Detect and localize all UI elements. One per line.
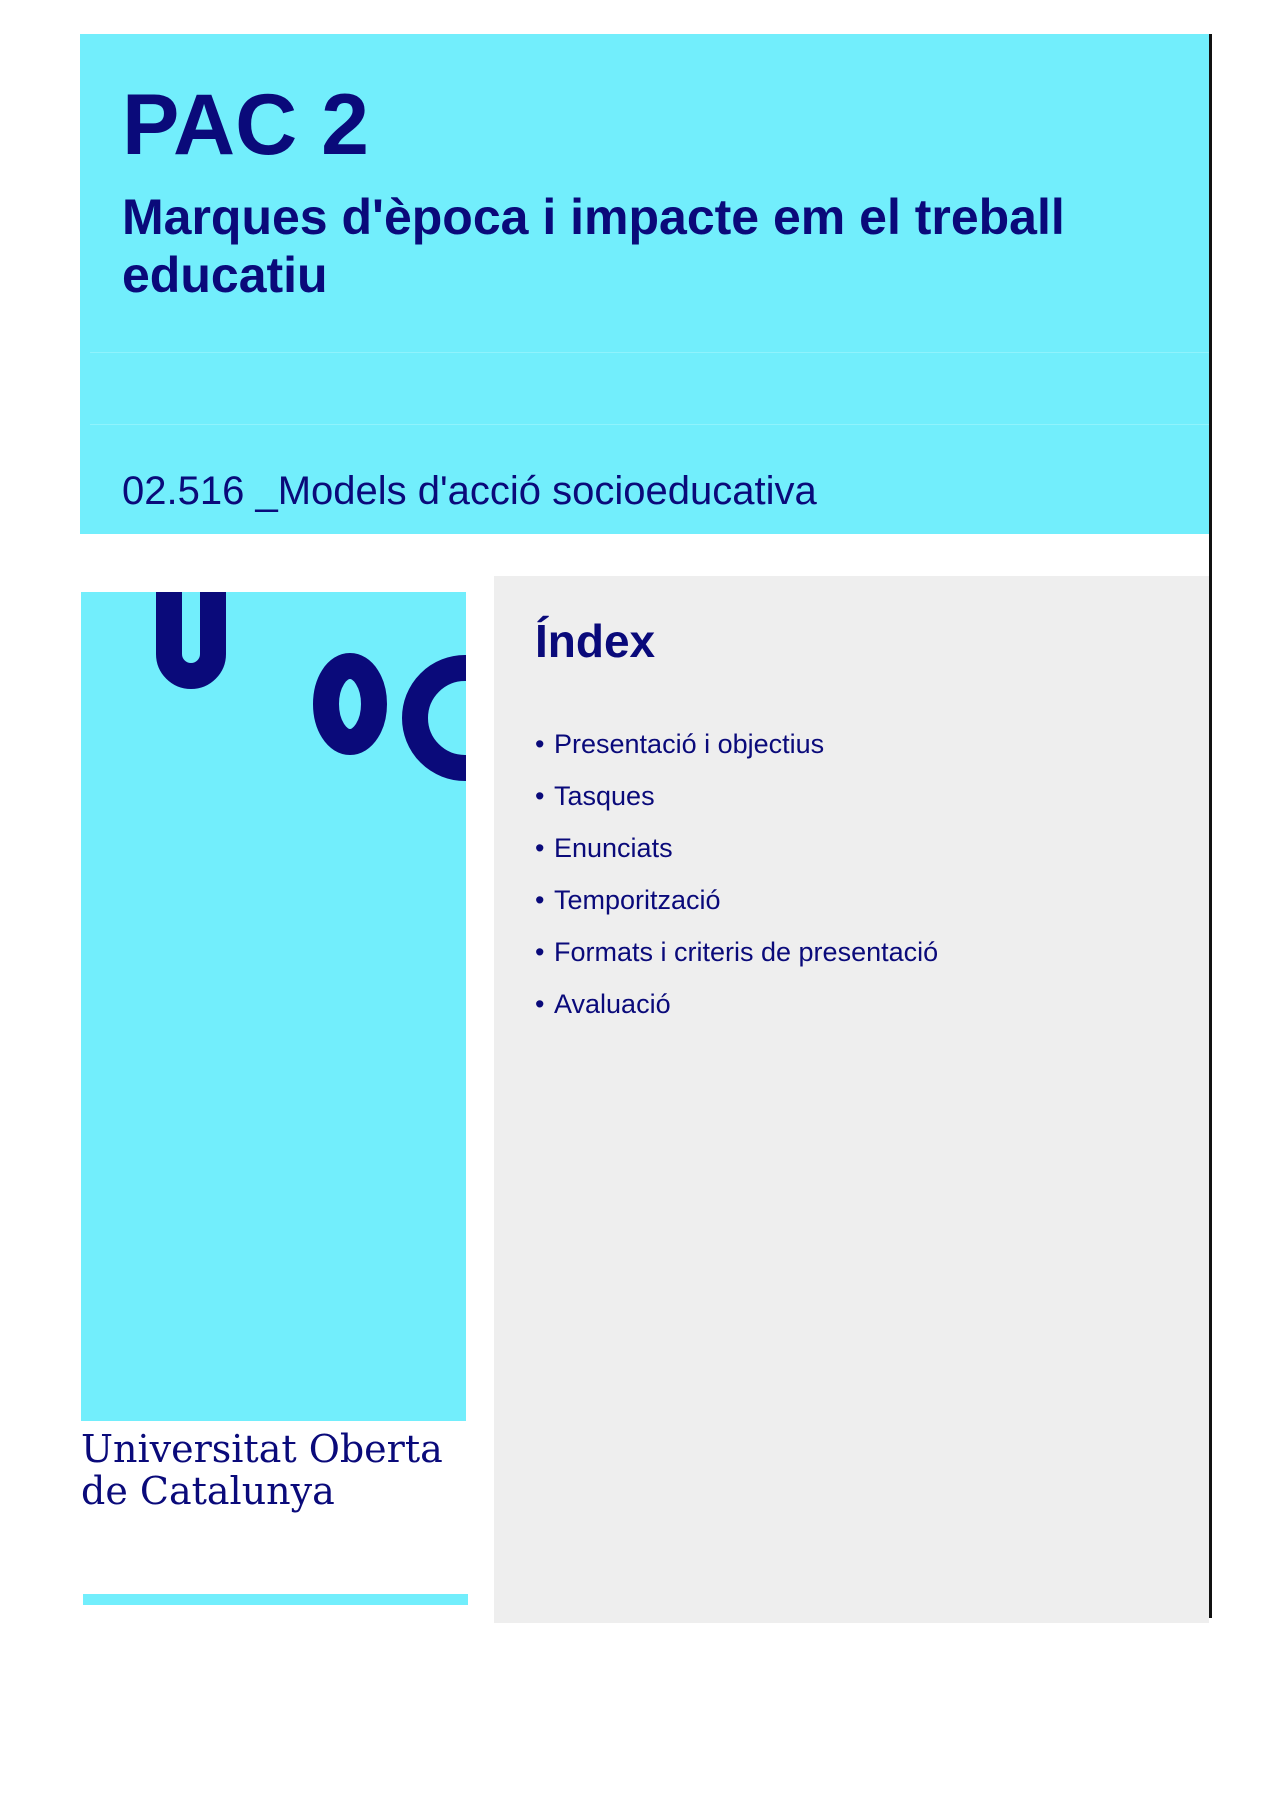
bullet-icon: • [535, 833, 545, 863]
page-right-rule [1209, 34, 1212, 1618]
university-name [81, 1428, 481, 1512]
university-name-line: de Catalunya [81, 1469, 335, 1513]
bullet-icon: • [535, 989, 545, 1019]
index-item-label: Avaluació [554, 989, 671, 1019]
bullet-icon: • [535, 729, 545, 759]
course-code: 02.516 _Models d'acció socioeducativa [122, 469, 817, 513]
index-list [535, 718, 938, 1030]
header-divider [90, 352, 1209, 353]
bullet-icon: • [535, 937, 545, 967]
document-title: PAC 2 [122, 77, 369, 173]
university-name-line: Universitat Oberta [81, 1427, 443, 1471]
index-item-label: Tasques [554, 781, 655, 811]
index-panel [494, 576, 1209, 1623]
index-item [535, 822, 938, 874]
index-item-label: Formats i criteris de presentació [554, 937, 939, 967]
index-item [535, 926, 938, 978]
index-item [535, 874, 938, 926]
index-title: Índex [535, 615, 656, 667]
document-subtitle: Marques d'època i impacte em el treball educatiu [122, 189, 1065, 303]
bullet-icon: • [535, 885, 545, 915]
cover-header [80, 34, 1209, 534]
uoc-logo-icon [81, 592, 466, 792]
index-item [535, 718, 938, 770]
accent-bar [83, 1594, 468, 1605]
header-divider [90, 424, 1209, 425]
bullet-icon: • [535, 781, 545, 811]
index-item-label: Presentació i objectius [554, 729, 825, 759]
uoc-logo-panel [81, 592, 466, 1421]
index-item [535, 770, 938, 822]
index-item-label: Enunciats [554, 833, 673, 863]
index-item-label: Temporització [554, 885, 721, 915]
index-item [535, 978, 938, 1030]
